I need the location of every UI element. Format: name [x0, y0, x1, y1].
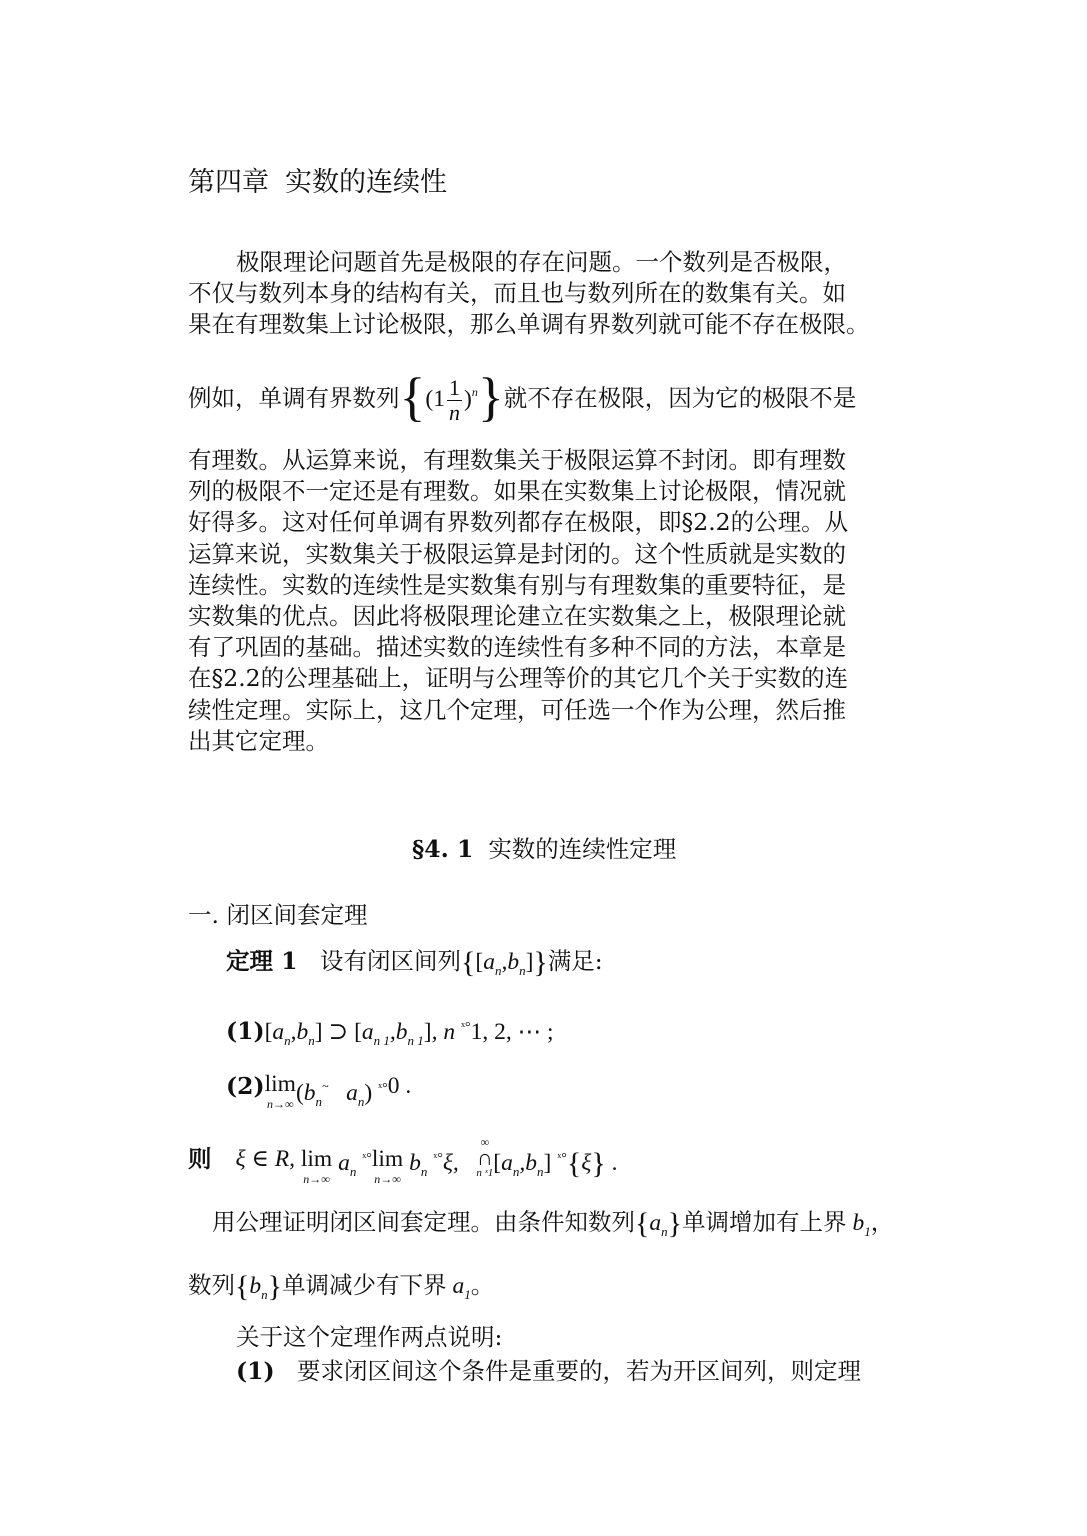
- lower-bound-formula: $a_1$: [446, 1273, 471, 1302]
- theorem-label: 定理 1: [226, 947, 298, 975]
- intro-line: 列的极限不一定还是有理数。如果在实数集上讨论极限，情况就: [188, 477, 846, 506]
- theorem-statement: [226, 944, 603, 988]
- upper-bound-formula: $b_1$: [846, 1210, 871, 1239]
- condition-1-formula: $[a_n,b_n]$ ⊃ [$a_n$ $_1,b_n$ $_1$], n $^{ˣ^\circ}$: [264, 1019, 471, 1048]
- example-suffix: 就不存在极限，因为它的极限不是: [503, 384, 857, 412]
- example-line: [188, 360, 857, 427]
- sequence-b-formula: $\{b_n\}$: [235, 1270, 283, 1303]
- then-label: 则: [188, 1145, 212, 1173]
- conclusion-formula: ξ ∈ R, lim n→∞ $a_n$ $^{ˣ^\circ}$ lim n→∞ $b_n$ $^{ˣ^\circ}$ξ, ∞ ∩ n ˣ1 $[a_n,b_n]$ $^{ˣ^\circ}${ξ} .: [235, 1135, 618, 1186]
- intro-line: 连续性。实数的连续性是实数集有别与有理数集的重要特征，是: [188, 570, 846, 599]
- intro-line: 好得多。这对任何单调有界数列都存在极限，即§2.2的公理。从: [188, 508, 849, 537]
- interval-sequence-formula: $\{[a_n,b_n]\}$: [460, 946, 548, 979]
- remark-text: 要求闭区间这个条件是重要的，若为开区间列，则定理: [297, 1357, 862, 1385]
- intro-line: 不仅与数列本身的结构有关，而且也与数列所在的数集有关。如: [188, 279, 846, 308]
- theorem-text: 设有闭区间列: [319, 947, 461, 975]
- intro-line: 续性定理。实际上，这几个定理，可任选一个作为公理，然后推: [188, 695, 846, 724]
- intro-line: 在§2.2的公理基础上，证明与公理等价的其它几个关于实数的连: [188, 664, 849, 693]
- intro-continuation: [188, 445, 904, 757]
- theorem-conclusion: [188, 1136, 617, 1195]
- intro-line: 运算来说，实数集关于极限运算是封闭的。这个性质就是实数的: [188, 539, 846, 568]
- section-title: 实数的连续性定理: [488, 835, 677, 863]
- intro-line: 出其它定理。: [188, 726, 329, 755]
- remark-item-1: [236, 1354, 861, 1388]
- condition-1: $(1)[a_n,b_n]$ ⊃ [$a_n$ $_1,b_n$ $_1$], n $^{ˣ^\circ}$1, 2, ⋯ ;: [226, 1017, 554, 1048]
- intro-line: 有了巩固的基础。描述实数的连续性有多种不同的方法，本章是: [188, 633, 846, 662]
- condition-2: (2) lim n→∞ ($b_n^\sim$ $a_n$) $^{ˣ^\circ}$0 .: [226, 1071, 412, 1111]
- section-heading: [412, 832, 676, 866]
- example-formula: {(1 $\frac{1}{n}$ )$^n$}: [399, 367, 504, 427]
- chapter-number: 第四章: [188, 167, 269, 198]
- condition-2-formula: lim n→∞ ($b_n^\sim$ $a_n$) $^{ˣ^\circ}$: [264, 1071, 388, 1111]
- intro-line: 极限理论问题首先是极限的存在问题。一个数列是否极限，: [236, 248, 847, 276]
- chapter-title: [188, 165, 447, 201]
- section-number: §4. 1: [412, 835, 474, 863]
- proof-line-1: 用公理证明闭区间套定理。由条件知数列$\{a_n\}$单调增加有上界 $b_1$，: [212, 1207, 895, 1240]
- remark-label: (1): [236, 1357, 275, 1385]
- chapter-title-text: 实数的连续性: [285, 167, 447, 198]
- remarks-intro: 关于这个定理作两点说明:: [236, 1323, 503, 1351]
- example-prefix: 例如，单调有界数列: [188, 384, 400, 412]
- intro-paragraph: [188, 247, 904, 341]
- subsection-title: 一. 闭区间套定理: [188, 901, 368, 929]
- theorem-satisfies: 满足:: [547, 947, 603, 975]
- intro-line: 果在有理数集上讨论极限，那么单调有界数列就可能不存在极限。: [188, 310, 870, 339]
- sequence-a-formula: $\{a_n\}$: [635, 1207, 683, 1240]
- intro-line: 实数集的优点。因此将极限理论建立在实数集之上，极限理论就: [188, 601, 846, 630]
- intro-line: 有理数。从运算来说，有理数集关于极限运算不封闭。即有理数: [188, 446, 846, 474]
- proof-line-2: 数列$\{b_n\}$单调减少有下界 $a_1$。: [188, 1270, 495, 1303]
